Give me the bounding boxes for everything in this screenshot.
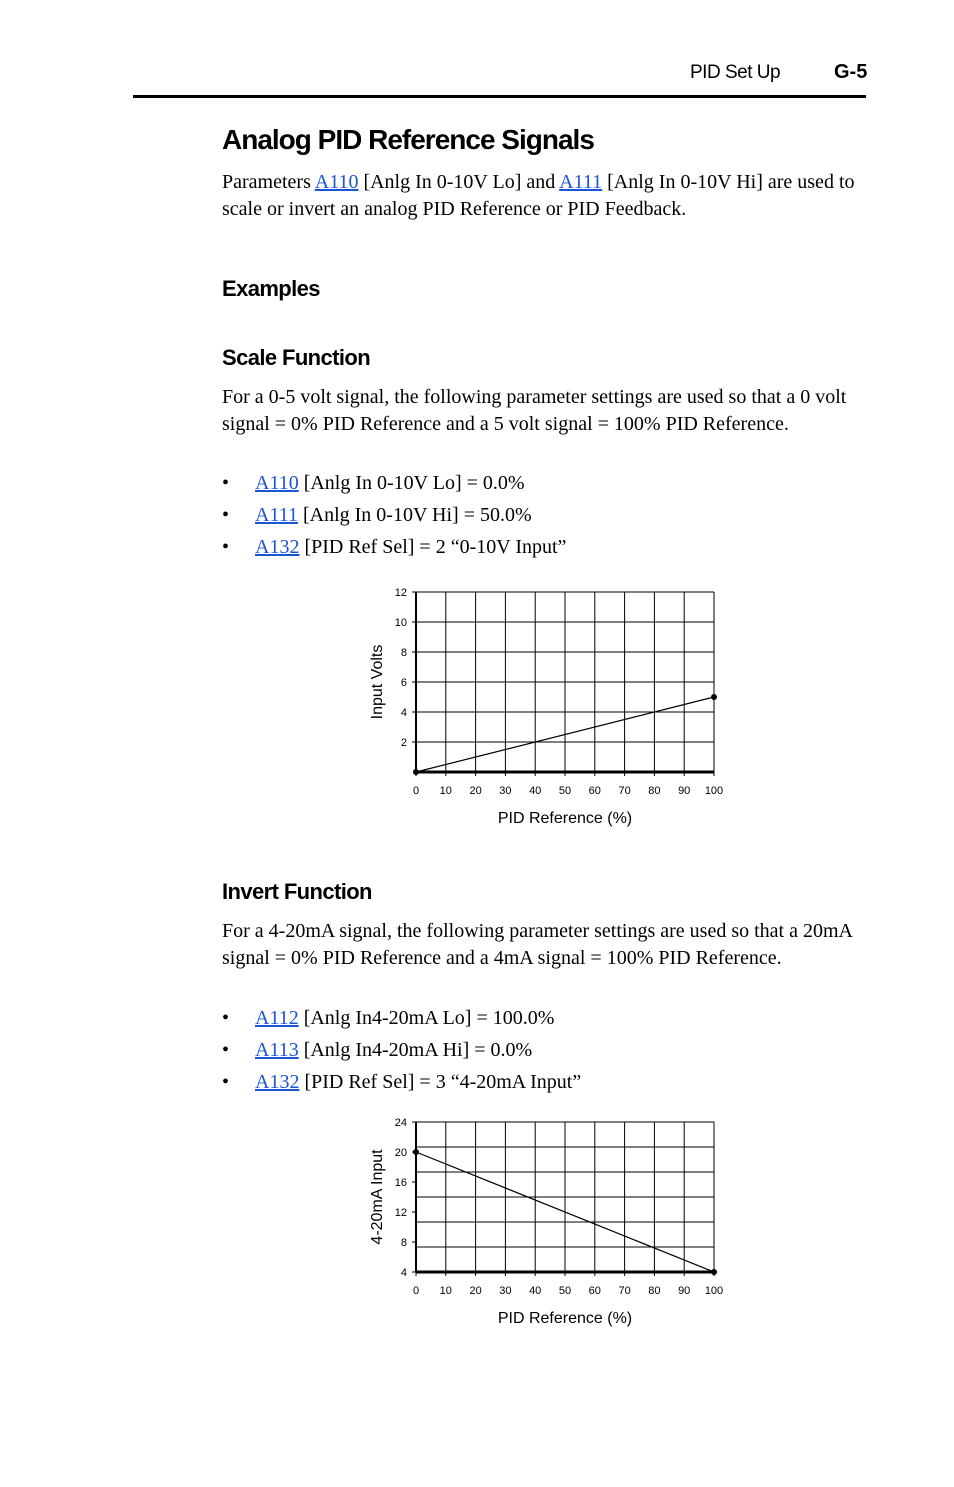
param-link-a110[interactable]: A110 bbox=[314, 171, 359, 193]
bullet-text: [Anlg In 0-10V Hi] = 50.0% bbox=[297, 504, 532, 526]
chart2-x-tick-label: 30 bbox=[499, 1285, 512, 1297]
scale-bullet-1: • A110 [Anlg In 0-10V Lo] = 0.0% bbox=[222, 472, 525, 494]
chart1-x-tick-label: 40 bbox=[529, 785, 542, 797]
chart2-x-tick-label: 50 bbox=[558, 1285, 572, 1297]
chart1-x-tick-label: 30 bbox=[499, 785, 512, 797]
chart2-data-point bbox=[413, 1149, 419, 1155]
param-link-a110[interactable]: A110 bbox=[255, 472, 299, 494]
chart2-y-tick-label: 16 bbox=[394, 1177, 407, 1189]
chart1-data-point bbox=[413, 769, 419, 775]
bullet-text: [Anlg In4-20mA Hi] = 0.0% bbox=[298, 1039, 533, 1061]
intro-rest: [Anlg In 0-10V Hi] are used to scale or invert an analog PID Reference or PID Feedback. bbox=[222, 171, 855, 220]
chart2-x-tick-label: 70 bbox=[618, 1285, 631, 1297]
intro-prefix: Parameters bbox=[222, 171, 315, 193]
intro-paragraph bbox=[222, 169, 870, 223]
chart1-y-tick-label: 2 bbox=[400, 737, 407, 749]
chart2-x-tick-label: 80 bbox=[648, 1285, 661, 1297]
chart1-y-tick-label: 4 bbox=[400, 707, 407, 719]
scale-function-chart bbox=[360, 578, 740, 830]
chart1-x-tick-label: 80 bbox=[648, 785, 661, 797]
chart1-data-point bbox=[711, 694, 717, 700]
invert-bullet-3: • A132 [PID Ref Sel] = 3 “4-20mA Input” bbox=[222, 1071, 582, 1093]
chart2-x-tick-label: 20 bbox=[469, 1285, 482, 1297]
scale-bullet-3: • A132 [PID Ref Sel] = 2 “0-10V Input” bbox=[222, 536, 567, 558]
invert-bullet-1: • A112 [Anlg In4-20mA Lo] = 100.0% bbox=[222, 1007, 555, 1029]
bullet-text: [Anlg In 0-10V Lo] = 0.0% bbox=[298, 472, 525, 494]
chart2-y-axis-label: 4-20mA Input bbox=[369, 1149, 386, 1245]
chart2-y-tick-label: 20 bbox=[394, 1147, 407, 1159]
param-link-a111[interactable]: A111 bbox=[255, 504, 298, 526]
chart1-y-tick-label: 12 bbox=[394, 587, 407, 599]
chart2-x-tick-label: 40 bbox=[529, 1285, 542, 1297]
intro-mid: [Anlg In 0-10V Lo] and bbox=[358, 171, 560, 193]
param-link-a112[interactable]: A112 bbox=[255, 1007, 299, 1029]
bullet-text: [PID Ref Sel] = 2 “0-10V Input” bbox=[299, 536, 567, 558]
chart2-x-tick-label: 0 bbox=[412, 1285, 420, 1297]
invert-bullet-2: • A113 [Anlg In4-20mA Hi] = 0.0% bbox=[222, 1039, 533, 1061]
param-link-a132[interactable]: A132 bbox=[255, 1071, 300, 1093]
chart1-x-tick-label: 50 bbox=[558, 785, 572, 797]
chart1-x-tick-label: 70 bbox=[618, 785, 631, 797]
chart1-y-tick-label: 6 bbox=[400, 677, 407, 689]
chart1-x-tick-label: 0 bbox=[412, 785, 420, 797]
chart2-x-axis-label: PID Reference (%) bbox=[497, 1310, 633, 1327]
scale-description: For a 0-5 volt signal, the following parameter settings are used so that a 0 volt signal = 0% PID Reference and a 5 volt signal = 100% PID Reference. bbox=[222, 386, 847, 435]
chart2-x-tick-label: 60 bbox=[588, 1285, 601, 1297]
chart1-x-tick-label: 60 bbox=[588, 785, 601, 797]
chart2-data-point bbox=[711, 1269, 717, 1275]
param-link-a132[interactable]: A132 bbox=[255, 536, 300, 558]
chart2-y-tick-label: 12 bbox=[394, 1207, 407, 1219]
chart2-x-tick-label: 100 bbox=[704, 1285, 724, 1297]
running-header-section: PID Set Up bbox=[690, 62, 781, 83]
bullet-text: [Anlg In4-20mA Lo] = 100.0% bbox=[298, 1007, 555, 1029]
scale-function-heading: Scale Function bbox=[222, 345, 371, 370]
chart1-y-axis-label: Input Volts bbox=[369, 644, 386, 720]
param-link-a113[interactable]: A113 bbox=[255, 1039, 299, 1061]
page-title: Analog PID Reference Signals bbox=[222, 124, 594, 155]
chart1-y-tick-label: 10 bbox=[394, 617, 407, 629]
param-link-a111[interactable]: A111 bbox=[559, 171, 603, 193]
chart2-x-tick-label: 90 bbox=[678, 1285, 691, 1297]
chart1-y-tick-label: 8 bbox=[400, 647, 407, 659]
bullet-text: [PID Ref Sel] = 3 “4-20mA Input” bbox=[299, 1071, 582, 1093]
chart1-x-tick-label: 90 bbox=[678, 785, 691, 797]
scale-bullet-2: • A111 [Anlg In 0-10V Hi] = 50.0% bbox=[222, 504, 532, 526]
chart2-y-tick-label: 8 bbox=[400, 1237, 407, 1249]
examples-heading: Examples bbox=[222, 276, 320, 301]
header-rule bbox=[133, 95, 866, 98]
chart1-x-tick-label: 10 bbox=[439, 785, 452, 797]
chart2-x-tick-label: 10 bbox=[439, 1285, 452, 1297]
invert-description: For a 4-20mA signal, the following parameter settings are used so that a 20mA signal = 0% PID Reference and a 4mA signal = 100% PID Reference. bbox=[222, 920, 852, 969]
invert-function-heading: Invert Function bbox=[222, 879, 372, 904]
invert-function-chart bbox=[360, 1108, 740, 1330]
chart1-x-tick-label: 100 bbox=[704, 785, 724, 797]
chart2-y-tick-label: 24 bbox=[394, 1117, 407, 1129]
chart2-y-tick-label: 4 bbox=[400, 1267, 407, 1279]
chart1-x-axis-label: PID Reference (%) bbox=[497, 810, 633, 827]
chart1-x-tick-label: 20 bbox=[469, 785, 482, 797]
page-number: G-5 bbox=[834, 61, 868, 83]
